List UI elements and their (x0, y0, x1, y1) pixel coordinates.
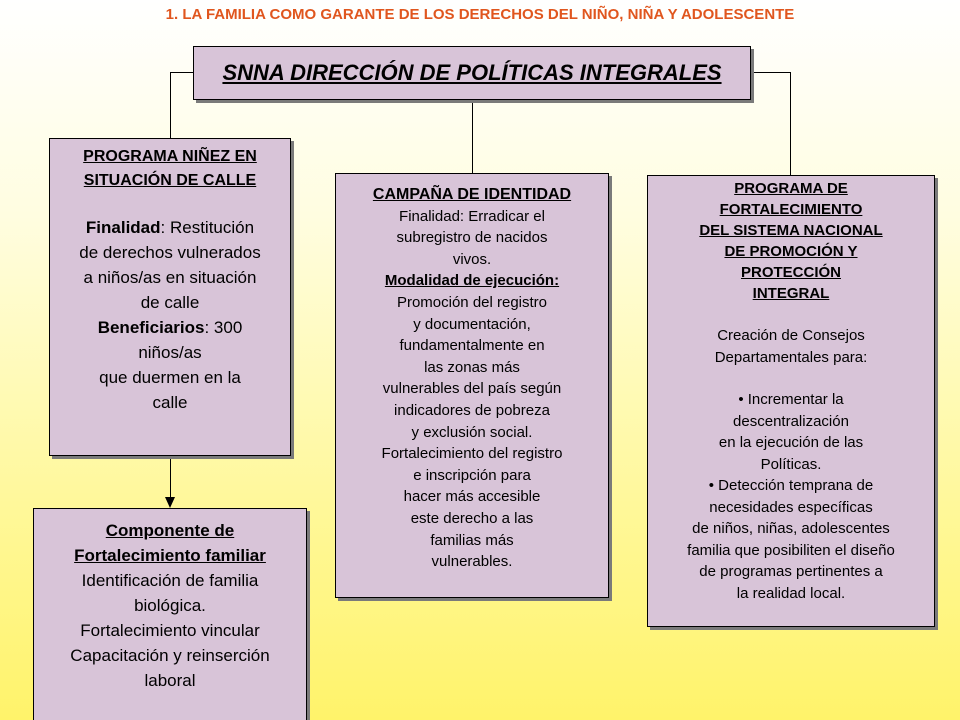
box-ninez-title-line: SITUACIÓN DE CALLE (83, 172, 257, 189)
box-campana-line: fundamentalmente en (399, 337, 545, 355)
box-programa-line: descentralización (733, 412, 849, 430)
box-ninez-line: que duermen en la (99, 368, 241, 387)
box-componente-line: biológica. (134, 596, 206, 615)
arrow-down-icon (165, 497, 175, 508)
box-campana-line: este derecho a las (410, 509, 534, 527)
box-campana-line: y exclusión social. (411, 423, 533, 441)
box-componente-line: Fortalecimiento vincular (80, 621, 260, 640)
box-ninez-line: calle (152, 393, 188, 412)
box-campana-line: vulnerables del país según (382, 380, 562, 398)
box-programa-title-line: PROTECCIÓN (740, 264, 841, 281)
box-campana-identidad (335, 173, 609, 598)
connector-right-vertical (790, 72, 791, 175)
box-ninez-line: a niños/as en situación (83, 268, 257, 287)
box-campana-line: Finalidad: Erradicar el (399, 207, 545, 225)
box-campana-line: y documentación, (413, 315, 531, 333)
box-programa-line: Creación de Consejos (717, 327, 865, 344)
box-programa-fortalecimiento (647, 175, 935, 627)
box-campana-line: hacer más accesible (403, 488, 541, 506)
box-campana-line: subregistro de nacidos (396, 229, 548, 247)
box-componente-title-line: Fortalecimiento familiar (74, 546, 266, 565)
box-campana-title: CAMPAÑA DE IDENTIDAD (372, 186, 572, 203)
box-campana-line: vulnerables. (431, 553, 513, 571)
box-ninez-line: de calle (140, 293, 200, 312)
box-ninez-situacion-calle (49, 138, 291, 456)
header-box (193, 46, 751, 100)
box-campana-line: Fortalecimiento del registro (381, 445, 563, 463)
box-campana-line: vivos. (452, 250, 492, 268)
box-campana-line: familias más (430, 531, 514, 549)
box-campana-line: Promoción del registro (396, 293, 548, 311)
page-title: 1. LA FAMILIA COMO GARANTE DE LOS DERECHOS DEL NIÑO, NIÑA Y ADOLESCENTE (165, 6, 795, 23)
box-programa-line: de programas pertinentes a (699, 563, 883, 580)
box-programa-title-line: INTEGRAL (752, 285, 830, 302)
box-programa-title-line: DE PROMOCIÓN Y (724, 243, 858, 260)
box-ninez-line: niños/as (138, 343, 202, 362)
header-label: SNNA DIRECCIÓN DE POLÍTICAS INTEGRALES (222, 60, 722, 85)
connector-left-horizontal (170, 72, 193, 73)
connector-center-vertical (472, 100, 473, 173)
box-programa-line: familia que posibiliten el diseño (687, 541, 895, 559)
connector-left-vertical (170, 72, 171, 138)
box-programa-line: necesidades específicas (709, 498, 873, 516)
box-componente-title-line: Componente de (105, 521, 235, 540)
box-ninez-finalidad: Finalidad: Restitución (85, 218, 255, 237)
box-componente-line: laboral (144, 671, 196, 690)
box-ninez-title-line: PROGRAMA NIÑEZ EN (83, 148, 257, 165)
box-programa-title-line: FORTALECIMIENTO (719, 201, 863, 218)
box-componente-line: Capacitación y reinserción (70, 646, 270, 665)
box-campana-line: indicadores de pobreza (394, 401, 550, 419)
box-programa-line: • Detección temprana de (708, 477, 874, 494)
box-programa-line: la realidad local. (736, 584, 846, 602)
connector-right-horizontal (751, 72, 791, 73)
connector-down-vertical (170, 456, 171, 498)
box-componente-line: Identificación de familia (81, 571, 259, 590)
box-ninez-line: de derechos vulnerados (79, 243, 261, 262)
box-campana-modalidad-label: Modalidad de ejecución: (384, 272, 560, 290)
box-componente-fortalecimiento-familiar (33, 508, 307, 720)
box-programa-title-line: PROGRAMA DE (734, 180, 848, 197)
box-programa-line: de niños, niñas, adolescentes (692, 520, 890, 537)
box-programa-line: Políticas. (760, 455, 822, 473)
box-campana-line: e inscripción para (413, 466, 531, 484)
box-campana-line: las zonas más (424, 358, 520, 376)
box-programa-title-line: DEL SISTEMA NACIONAL (699, 222, 883, 239)
box-programa-line: Departamentales para: (714, 348, 868, 366)
box-programa-line: en la ejecución de las (718, 434, 864, 451)
box-ninez-beneficiarios: Beneficiarios: 300 (97, 318, 243, 337)
box-programa-line: • Incrementar la (738, 391, 844, 408)
